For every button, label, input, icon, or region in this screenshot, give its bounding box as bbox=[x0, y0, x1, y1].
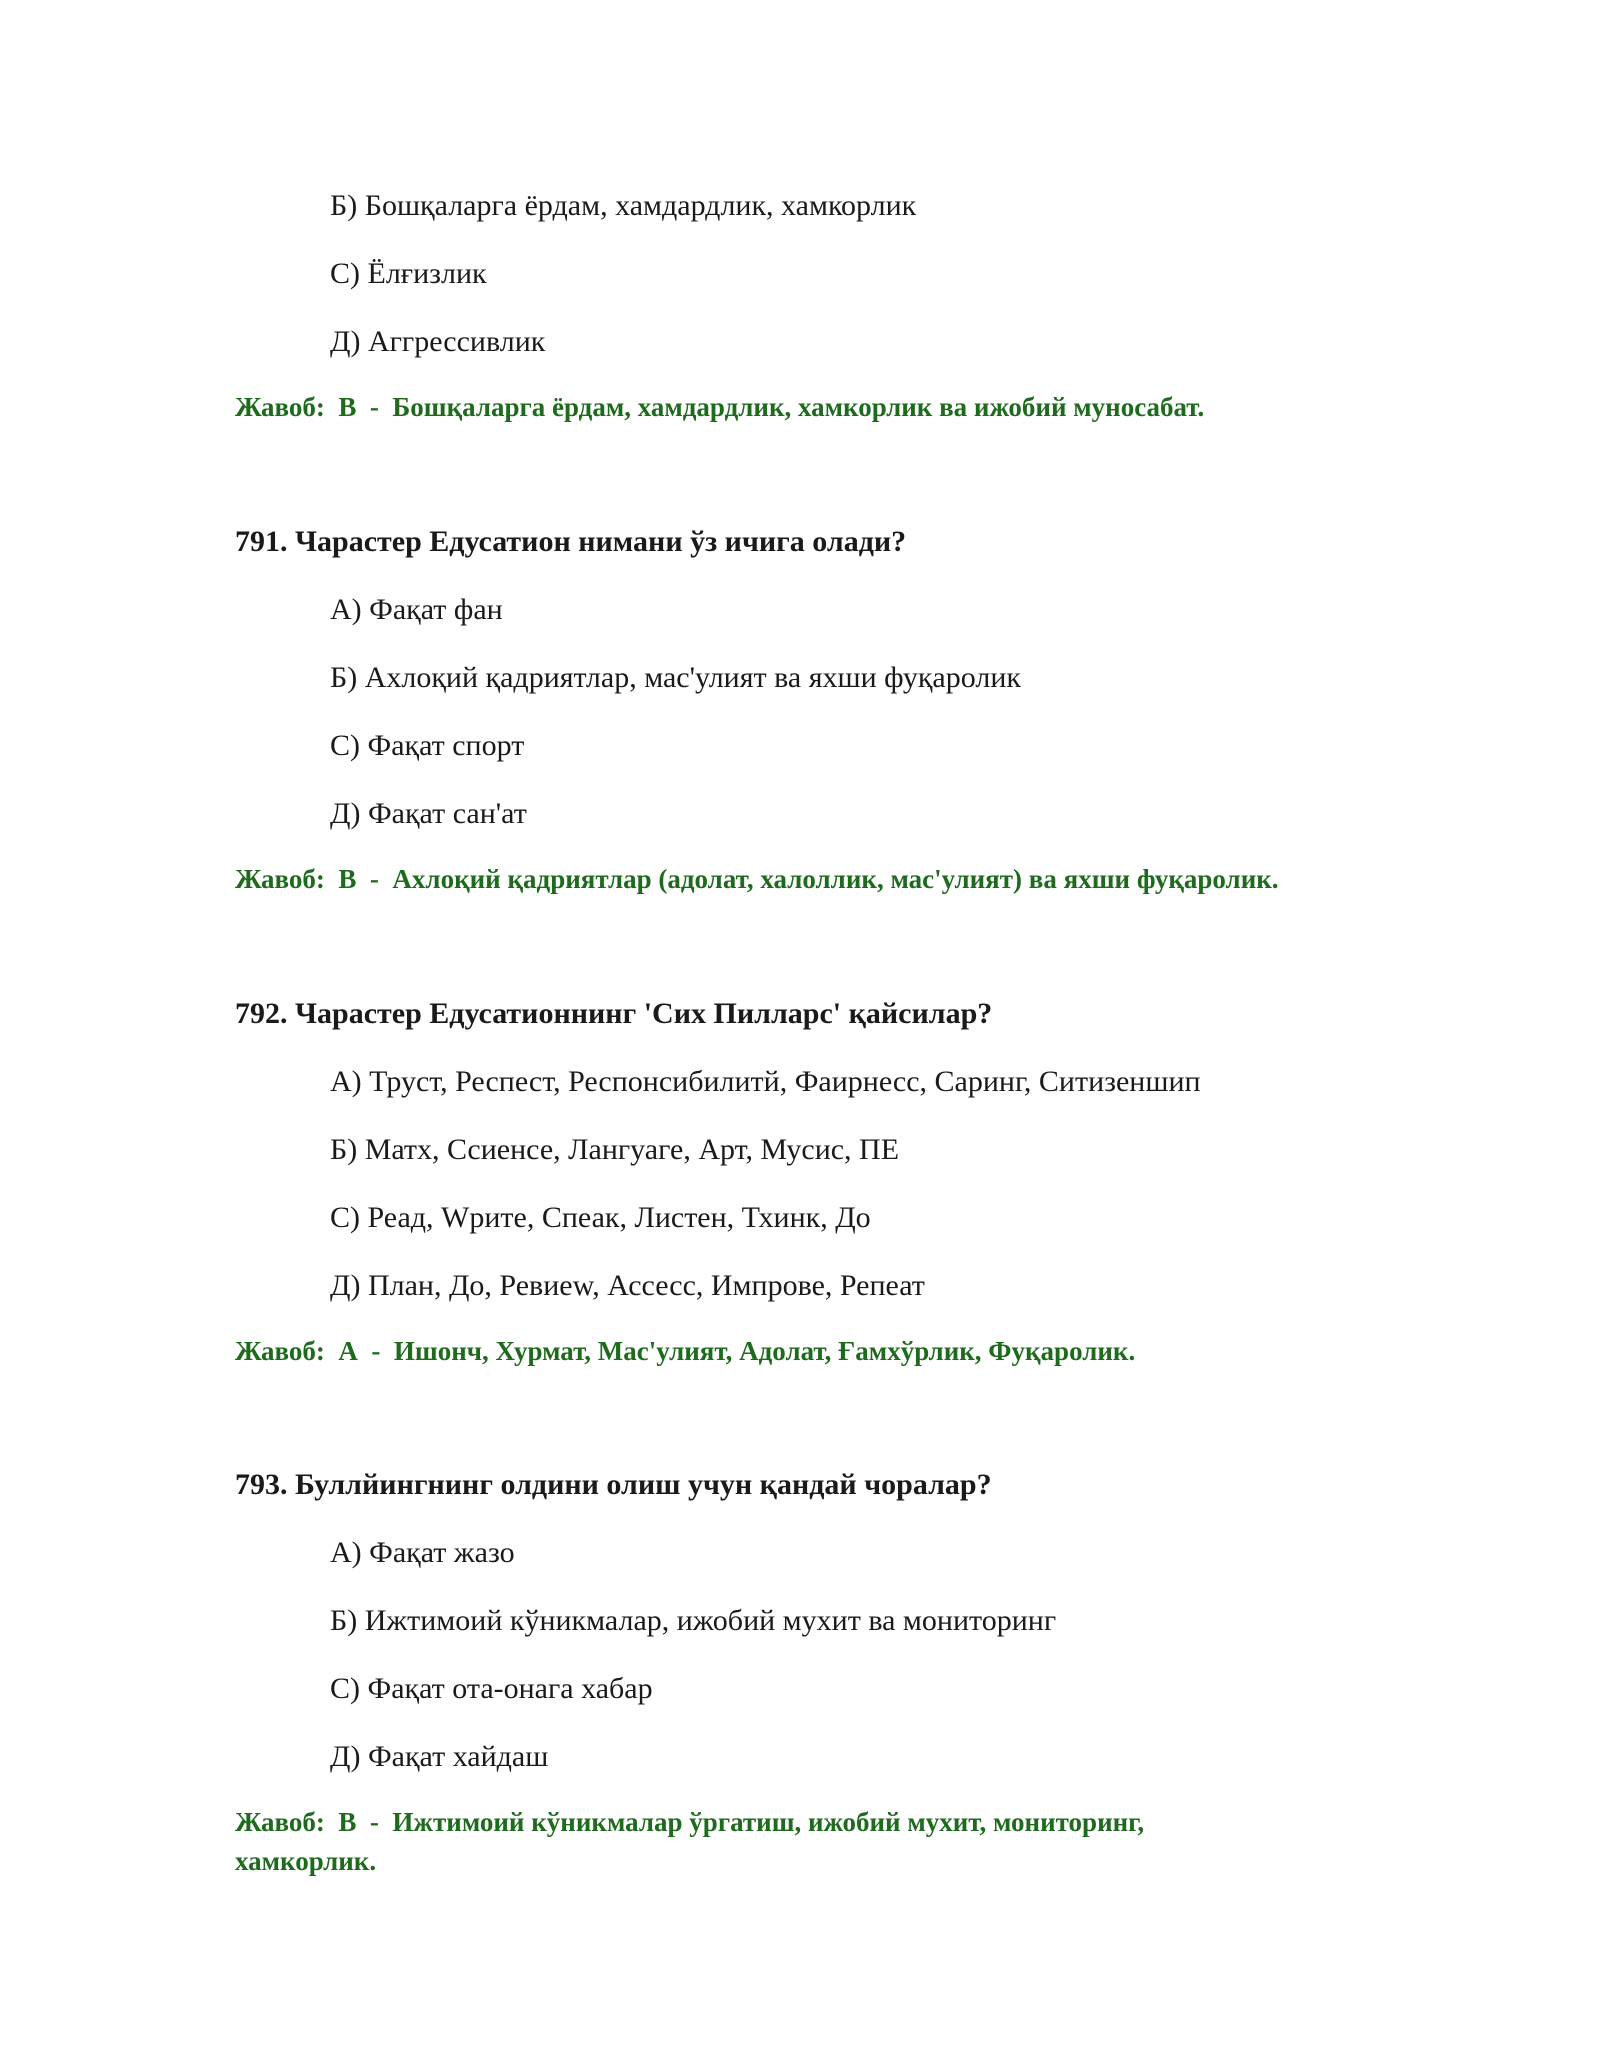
option-d: Д) План, До, Ревиеw, Ассесс, Импрове, Репеат bbox=[330, 1269, 925, 1302]
answer-prefix: Жавоб: А - bbox=[235, 1336, 394, 1366]
answer-prefix: Жавоб: В - bbox=[235, 392, 393, 422]
answer-text: Бошқаларга ёрдам, хамдардлик, хамкорлик ва ижобий муносабат. bbox=[392, 392, 1205, 422]
option-a: А) Фақат жазо bbox=[330, 1536, 515, 1569]
option-c: С) Ёлғизлик bbox=[330, 257, 487, 290]
option-d: Д) Фақат хайдаш bbox=[330, 1740, 549, 1773]
answer-prefix: Жавоб: В - bbox=[235, 1807, 393, 1837]
answer-text: Ижтимоий кўникмалар ўргатиш, ижобий мухит, мониторинг, хамкорлик. bbox=[235, 1807, 1145, 1876]
answer-line bbox=[235, 860, 1355, 899]
option-b: Б) Матх, Ссиенсе, Лангуаге, Арт, Мусис, ПЕ bbox=[330, 1133, 900, 1166]
question-title: 793. Буллйингнинг олдини олиш учун қандай чоралар? bbox=[235, 1468, 992, 1501]
option-d: Д) Аггрессивлик bbox=[330, 325, 546, 358]
option-c: С) Реад, Wрите, Спеак, Листен, Тхинк, До bbox=[330, 1201, 871, 1234]
answer-text: Ахлоқий қадриятлар (адолат, халоллик, мас'улият) ва яхши фуқаролик. bbox=[392, 864, 1279, 894]
option-c: С) Фақат спорт bbox=[330, 729, 525, 762]
question-title: 792. Чарастер Едусатионнинг 'Сих Пилларс' қайсилар? bbox=[235, 997, 993, 1030]
option-b: Б) Ахлоқий қадриятлар, мас'улият ва яхши фуқаролик bbox=[330, 661, 1021, 694]
question-title: 791. Чарастер Едусатион нимани ўз ичига олади? bbox=[235, 525, 907, 558]
option-d: Д) Фақат сан'ат bbox=[330, 797, 527, 830]
option-c: С) Фақат ота-онага хабар bbox=[330, 1672, 653, 1705]
answer-prefix: Жавоб: В - bbox=[235, 864, 393, 894]
option-a: А) Фақат фан bbox=[330, 593, 503, 626]
answer-line bbox=[235, 388, 1355, 427]
answer-line bbox=[235, 1803, 1235, 1881]
option-b: Б) Ижтимоий кўникмалар, ижобий мухит ва мониторинг bbox=[330, 1604, 1057, 1637]
option-b: Б) Бошқаларга ёрдам, хамдардлик, хамкорлик bbox=[330, 189, 917, 222]
answer-line bbox=[235, 1332, 1355, 1371]
option-a: А) Труст, Респест, Респонсибилитй, Фаирнесс, Саринг, Ситизеншип bbox=[330, 1065, 1201, 1098]
answer-text: Ишонч, Хурмат, Мас'улият, Адолат, Ғамхўрлик, Фуқаролик. bbox=[393, 1336, 1136, 1366]
